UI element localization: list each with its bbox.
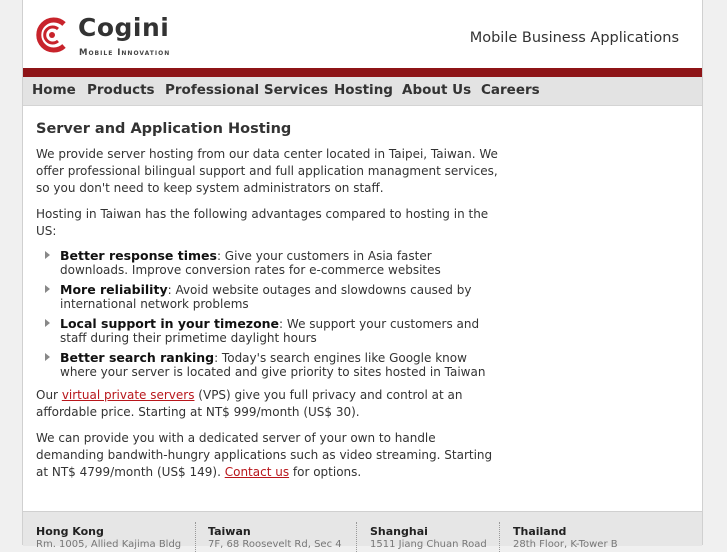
office-address: 1511 Jiang Chuan Road: [370, 539, 487, 550]
logo-mark-icon: [36, 15, 70, 55]
footer-divider: [195, 522, 196, 552]
header-tagline: Mobile Business Applications: [469, 30, 679, 46]
office-thailand: [513, 525, 618, 551]
main-nav: [23, 77, 702, 106]
nav-item-hosting[interactable]: Hosting: [334, 82, 393, 98]
office-taiwan: [208, 525, 342, 551]
footer-divider: [356, 522, 357, 552]
bullet-arrow-icon: [45, 319, 50, 327]
advantages-lead: Hosting in Taiwan has the following advantages compared to hosting in the US:: [36, 207, 489, 238]
nav-item-professional-services[interactable]: Professional Services: [165, 82, 329, 98]
dedicated-text-before: We can provide you with a dedicated server of your own to handle demanding bandwith-hungry applications such as video streaming. Starting at NT$ 4799/month (US$ 149).: [36, 431, 493, 479]
page-title: Server and Application Hosting: [36, 121, 292, 137]
header-accent-bar: [23, 68, 702, 77]
logo-wordmark: Cogini: [78, 13, 170, 42]
site-footer: [23, 511, 702, 550]
office-city: Taiwan: [208, 525, 251, 538]
vps-paragraph: [36, 387, 501, 421]
advantage-title: Better search ranking: [60, 350, 215, 365]
bullet-arrow-icon: [45, 251, 50, 259]
office-address: Rm. 1005, Allied Kajima Bldg: [36, 539, 182, 550]
advantage-text: : Today's search engines like Google know where your server is located and give priority to sites hosted in Taiwan: [60, 351, 486, 379]
office-city: Hong Kong: [36, 525, 104, 538]
footer-divider: [499, 522, 500, 552]
advantage-title: More reliability: [60, 282, 168, 297]
main-content: [36, 120, 501, 490]
page-container: [22, 0, 703, 550]
list-item: [45, 317, 501, 345]
logo-tagline: Mobile Innovation: [79, 48, 171, 58]
nav-item-about-us[interactable]: About Us: [402, 82, 472, 98]
office-city: Shanghai: [370, 525, 428, 538]
intro-paragraph: We provide server hosting from our data center located in Taipei, Taiwan. We offer professional bilingual support and full application managment services, so you don't need to keep system administrators on staff.: [36, 147, 498, 195]
vps-text-after: (VPS) give you full privacy and control at an affordable price. Starting at NT$ 999/month (US$ 30).: [36, 388, 463, 419]
office-hong-kong: [36, 525, 181, 551]
advantage-text: : Give your customers in Asia faster downloads. Improve conversion rates for e-commerce websites: [60, 249, 441, 277]
site-header: [23, 0, 702, 68]
cogini-logo[interactable]: [36, 15, 196, 60]
nav-item-home[interactable]: Home: [32, 82, 76, 98]
office-address: 7F, 68 Roosevelt Rd, Sec 4: [208, 539, 342, 550]
office-shanghai: [370, 525, 487, 551]
advantages-list: [36, 249, 501, 379]
advantage-text: : Avoid website outages and slowdowns caused by international network problems: [60, 283, 472, 311]
bullet-arrow-icon: [45, 353, 50, 361]
dedicated-text-after: for options.: [289, 465, 362, 479]
office-city: Thailand: [513, 525, 567, 538]
advantage-title: Local support in your timezone: [60, 316, 280, 331]
contact-us-link[interactable]: Contact us: [224, 465, 290, 479]
advantage-text: : We support your customers and staff during their primetime daylight hours: [60, 317, 480, 345]
nav-item-products[interactable]: Products: [87, 82, 155, 98]
office-address: 28th Floor, K-Tower B: [513, 539, 618, 550]
bullet-arrow-icon: [45, 285, 50, 293]
list-item: [45, 283, 501, 311]
dedicated-paragraph: [36, 430, 501, 481]
vps-link[interactable]: virtual private servers: [61, 388, 195, 402]
list-item: [45, 351, 501, 379]
advantage-title: Better response times: [60, 248, 217, 263]
list-item: [45, 249, 501, 277]
vps-text-before: Our: [36, 388, 62, 402]
nav-item-careers[interactable]: Careers: [481, 82, 540, 98]
